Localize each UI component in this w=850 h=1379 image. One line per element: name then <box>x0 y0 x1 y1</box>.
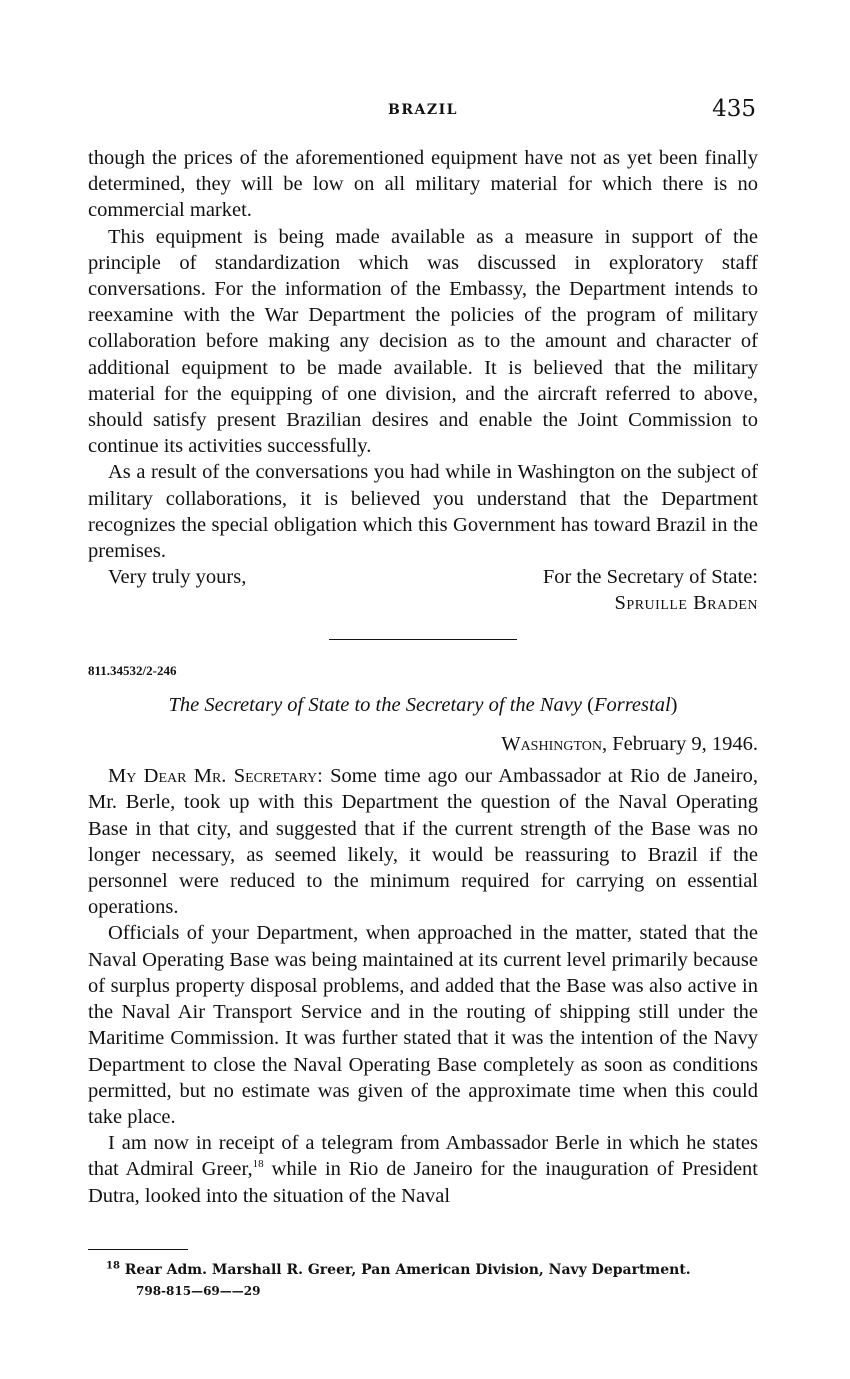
print-code: 798-815—69——29 <box>136 1284 261 1298</box>
letter2-paragraph-3 <box>88 1130 758 1209</box>
signature-for: For the Secretary of State: <box>542 566 758 589</box>
letter1-paragraph-1: though the prices of the aforementioned equipment have not as yet been finally determined, they will be low on all military material for which there is no commercial market. <box>88 147 758 222</box>
footnote-marker: 18 <box>106 1260 120 1272</box>
salutation: My Dear Mr. Secretary <box>108 765 318 788</box>
dateline-place: Washington <box>501 733 602 756</box>
running-title: BRAZIL <box>388 102 458 118</box>
dateline-date: , February 9, 1946. <box>601 733 758 756</box>
footnote-rule <box>88 1249 188 1250</box>
letter2-paragraph-1 <box>88 763 758 920</box>
letter2-paragraph-2: Officials of your Department, when approached in the matter, stated that the Naval Operating Base was being maintained at its current level primarily because of surplus property disposal problems, and added that the Base was also active in the Naval Air Transport Service and in the routing of shipping still under the Maritime Commission. It was further stated that it was the intention of the Navy Department to close the Naval Operating Base completely as soon as conditions permitted, but no estimate was given of the approximate time when this could take place. <box>88 922 758 1128</box>
letter2-paragraph-3-text-a: I am now in receipt of a telegram from Ambassador Berle in which he states that Admiral Greer, <box>88 1132 758 1181</box>
letter1-paragraph-2: This equipment is being made available as a measure in support of the principle of standardization which was discussed in exploratory staff conversations. For the information of the Embassy, the Department intends to reexamine with the War Department the policies of the program of military collaboration before making any decision as to the amount and character of additional equipment to be made available. It is believed that the military material for the equipping of one division, and the aircraft referred to above, should satisfy present Brazilian desires and enable the Joint Commission to continue its activities successfully. <box>88 225 758 458</box>
heading-paren-open: ( <box>587 693 594 716</box>
complimentary-close: Very truly yours, <box>108 566 247 589</box>
dateline <box>88 731 758 757</box>
footnote-reference: 18 <box>252 1158 264 1171</box>
signature-name: Spruille Braden <box>614 592 758 615</box>
letter2-paragraph-1-text: : Some time ago our Ambassador at Rio de Janeiro, Mr. Berle, took up with this Department the question of the Naval Operating Base in that city, and suggested that if the current strength of the Base was no longer necessary, as seemed likely, it would be reassuring to Brazil if the personnel were reduced to the minimum required for carrying on essential operations. <box>88 765 758 919</box>
heading-title: The Secretary of State to the Secretary of the Navy <box>168 693 582 716</box>
section-divider <box>329 639 517 640</box>
letter2-paragraph-3-text-b: while in Rio de Janeiro for the inauguration of President Dutra, looked into the situation of the Naval <box>88 1158 758 1207</box>
heading-recipient-name: Forrestal <box>593 693 671 716</box>
page-number: 435 <box>712 96 756 122</box>
document-heading <box>88 692 758 718</box>
body-text <box>88 145 758 1209</box>
running-head <box>88 96 758 130</box>
file-number: 811.34532/2-246 <box>88 662 177 678</box>
footnote <box>106 1262 758 1278</box>
heading-paren-close: ) <box>670 693 678 716</box>
letter1-closing-line <box>88 564 758 590</box>
footnote-text: Rear Adm. Marshall R. Greer, Pan American Division, Navy Department. <box>119 1262 691 1278</box>
letter1-paragraph-3: As a result of the conversations you had while in Washington on the subject of military collaborations, it is believed you understand that the Department recognizes the special obligation which this Government has toward Brazil in the premises. <box>88 461 758 563</box>
